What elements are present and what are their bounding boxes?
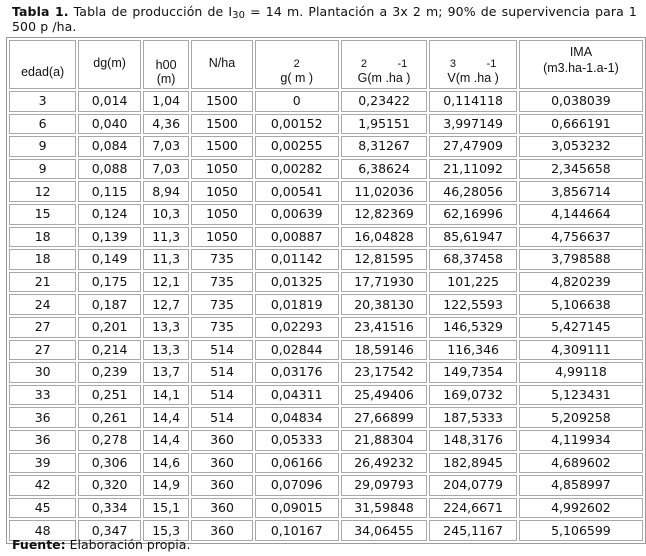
cell-nha: 1050 [191,181,252,202]
cell-dg: 0,088 [78,159,141,180]
table-caption [12,4,637,34]
cell-G: 1,95151 [341,114,428,135]
cell-V: 3,997149 [429,114,517,135]
cell-nha: 360 [191,498,252,519]
cell-g: 0,06166 [255,453,339,474]
header-ima: IMA (m3.ha-1.a-1) [519,40,643,89]
cell-ima: 5,123431 [519,385,643,406]
cell-g: 0,05333 [255,430,339,451]
cell-V: 122,5593 [429,294,517,315]
cell-G: 12,82369 [341,204,428,225]
cell-g: 0,00282 [255,159,339,180]
cell-V: 68,37458 [429,249,517,270]
cell-edad: 27 [9,340,76,361]
cell-edad: 24 [9,294,76,315]
cell-nha: 1050 [191,159,252,180]
cell-G: 16,04828 [341,227,428,248]
cell-ima: 4,99118 [519,362,643,383]
cell-edad: 21 [9,272,76,293]
cell-dg: 0,175 [78,272,141,293]
table-row [9,227,643,248]
cell-V: 46,28056 [429,181,517,202]
cell-dg: 0,320 [78,475,141,496]
cell-V: 187,5333 [429,407,517,428]
cell-dg: 0,278 [78,430,141,451]
cell-V: 62,16996 [429,204,517,225]
cell-edad: 30 [9,362,76,383]
cell-g: 0,02293 [255,317,339,338]
cell-nha: 735 [191,294,252,315]
table-row [9,272,643,293]
cell-ima: 3,798588 [519,249,643,270]
cell-V: 27,47909 [429,136,517,157]
table-row [9,385,643,406]
cell-g: 0,00255 [255,136,339,157]
cell-g: 0,00639 [255,204,339,225]
cell-ima: 4,756637 [519,227,643,248]
cell-h00: 14,4 [143,430,189,451]
header-h00: h00 (m) [143,40,189,89]
table-row [9,204,643,225]
cell-g: 0,07096 [255,475,339,496]
cell-G: 11,02036 [341,181,428,202]
cell-nha: 1050 [191,204,252,225]
cell-G: 26,49232 [341,453,428,474]
cell-edad: 9 [9,159,76,180]
cell-h00: 8,94 [143,181,189,202]
table-body [9,91,643,541]
cell-edad: 42 [9,475,76,496]
table-row [9,136,643,157]
cell-g: 0,10167 [255,520,339,541]
cell-edad: 36 [9,407,76,428]
cell-dg: 0,201 [78,317,141,338]
cell-ima: 4,992602 [519,498,643,519]
caption-text: Tabla de producción de I [68,4,233,19]
cell-G: 23,41516 [341,317,428,338]
cell-G: 20,38130 [341,294,428,315]
cell-dg: 0,261 [78,407,141,428]
table-row [9,340,643,361]
cell-h00: 14,1 [143,385,189,406]
table-row [9,159,643,180]
caption-label: Tabla 1. [12,4,69,19]
cell-ima: 4,309111 [519,340,643,361]
cell-g: 0 [255,91,339,112]
cell-G: 31,59848 [341,498,428,519]
cell-g: 0,02844 [255,340,339,361]
cell-edad: 15 [9,204,76,225]
source-note [12,537,190,552]
cell-G: 27,66899 [341,407,428,428]
header-V: 3 -1 V(m .ha ) [429,40,517,89]
table-row [9,498,643,519]
cell-V: 21,11092 [429,159,517,180]
cell-G: 34,06455 [341,520,428,541]
cell-ima: 5,209258 [519,407,643,428]
cell-nha: 1500 [191,114,252,135]
table-row [9,294,643,315]
cell-G: 25,49406 [341,385,428,406]
cell-V: 0,114118 [429,91,517,112]
cell-nha: 360 [191,520,252,541]
header-edad: edad(a) [9,40,76,89]
cell-h00: 10,3 [143,204,189,225]
cell-h00: 13,7 [143,362,189,383]
cell-G: 8,31267 [341,136,428,157]
cell-h00: 4,36 [143,114,189,135]
header-nha: N/ha [191,40,252,89]
cell-ima: 4,858997 [519,475,643,496]
cell-edad: 48 [9,520,76,541]
cell-nha: 735 [191,272,252,293]
cell-g: 0,01819 [255,294,339,315]
cell-nha: 514 [191,407,252,428]
table-row [9,453,643,474]
cell-nha: 514 [191,362,252,383]
cell-V: 169,0732 [429,385,517,406]
cell-ima: 4,820239 [519,272,643,293]
cell-h00: 12,7 [143,294,189,315]
cell-V: 148,3176 [429,430,517,451]
cell-dg: 0,040 [78,114,141,135]
header-g: 2 g( m ) [255,40,339,89]
cell-dg: 0,214 [78,340,141,361]
cell-edad: 33 [9,385,76,406]
cell-g: 0,01142 [255,249,339,270]
cell-nha: 735 [191,249,252,270]
cell-dg: 0,239 [78,362,141,383]
cell-nha: 514 [191,340,252,361]
cell-g: 0,04834 [255,407,339,428]
cell-G: 6,38624 [341,159,428,180]
table-row [9,181,643,202]
cell-dg: 0,306 [78,453,141,474]
cell-h00: 13,3 [143,317,189,338]
cell-h00: 12,1 [143,272,189,293]
cell-edad: 18 [9,227,76,248]
cell-nha: 514 [191,385,252,406]
cell-dg: 0,115 [78,181,141,202]
table-row [9,317,643,338]
production-table [6,37,646,544]
cell-ima: 5,427145 [519,317,643,338]
table-row [9,114,643,135]
cell-g: 0,09015 [255,498,339,519]
table-row [9,362,643,383]
cell-V: 182,8945 [429,453,517,474]
cell-dg: 0,139 [78,227,141,248]
cell-h00: 11,3 [143,227,189,248]
cell-ima: 4,144664 [519,204,643,225]
cell-g: 0,00541 [255,181,339,202]
cell-g: 0,01325 [255,272,339,293]
table-row [9,249,643,270]
cell-h00: 15,3 [143,520,189,541]
cell-nha: 360 [191,430,252,451]
cell-edad: 36 [9,430,76,451]
cell-ima: 3,053232 [519,136,643,157]
table-row [9,475,643,496]
cell-V: 245,1167 [429,520,517,541]
cell-nha: 1050 [191,227,252,248]
cell-nha: 360 [191,475,252,496]
cell-h00: 1,04 [143,91,189,112]
cell-dg: 0,251 [78,385,141,406]
cell-dg: 0,124 [78,204,141,225]
cell-V: 204,0779 [429,475,517,496]
cell-h00: 7,03 [143,136,189,157]
cell-nha: 735 [191,317,252,338]
cell-dg: 0,347 [78,520,141,541]
cell-ima: 0,666191 [519,114,643,135]
cell-h00: 7,03 [143,159,189,180]
table-row [9,430,643,451]
cell-dg: 0,334 [78,498,141,519]
cell-V: 224,6671 [429,498,517,519]
caption-subscript: 30 [232,10,246,21]
cell-h00: 14,9 [143,475,189,496]
cell-g: 0,00887 [255,227,339,248]
cell-dg: 0,014 [78,91,141,112]
cell-nha: 360 [191,453,252,474]
cell-G: 18,59146 [341,340,428,361]
table-row [9,91,643,112]
table-row [9,407,643,428]
cell-h00: 14,6 [143,453,189,474]
header-G: 2 -1 G(m .ha ) [341,40,428,89]
cell-G: 0,23422 [341,91,428,112]
cell-g: 0,04311 [255,385,339,406]
cell-V: 116,346 [429,340,517,361]
cell-ima: 0,038039 [519,91,643,112]
cell-edad: 27 [9,317,76,338]
source-text: Elaboración propia. [65,537,191,552]
cell-edad: 3 [9,91,76,112]
cell-edad: 9 [9,136,76,157]
cell-V: 146,5329 [429,317,517,338]
cell-ima: 5,106638 [519,294,643,315]
cell-ima: 5,106599 [519,520,643,541]
cell-ima: 4,689602 [519,453,643,474]
cell-ima: 3,856714 [519,181,643,202]
cell-edad: 45 [9,498,76,519]
cell-G: 17,71930 [341,272,428,293]
cell-V: 101,225 [429,272,517,293]
cell-G: 21,88304 [341,430,428,451]
table-header-row [9,40,643,89]
cell-G: 12,81595 [341,249,428,270]
caption-text-rest: = 14 m. Plantación a 3x 2 m; 90% de supervivencia para 1 500 p /ha. [12,4,637,34]
cell-ima: 2,345658 [519,159,643,180]
header-dg: dg(m) [78,40,141,89]
cell-G: 29,09793 [341,475,428,496]
cell-edad: 39 [9,453,76,474]
cell-h00: 14,4 [143,407,189,428]
cell-ima: 4,119934 [519,430,643,451]
cell-g: 0,00152 [255,114,339,135]
cell-edad: 18 [9,249,76,270]
cell-edad: 6 [9,114,76,135]
cell-h00: 15,1 [143,498,189,519]
cell-dg: 0,084 [78,136,141,157]
cell-G: 23,17542 [341,362,428,383]
cell-edad: 12 [9,181,76,202]
cell-dg: 0,187 [78,294,141,315]
cell-h00: 11,3 [143,249,189,270]
cell-dg: 0,149 [78,249,141,270]
source-label: Fuente: [12,537,66,552]
cell-nha: 1500 [191,91,252,112]
cell-h00: 13,3 [143,340,189,361]
cell-nha: 1500 [191,136,252,157]
cell-g: 0,03176 [255,362,339,383]
cell-V: 85,61947 [429,227,517,248]
cell-V: 149,7354 [429,362,517,383]
